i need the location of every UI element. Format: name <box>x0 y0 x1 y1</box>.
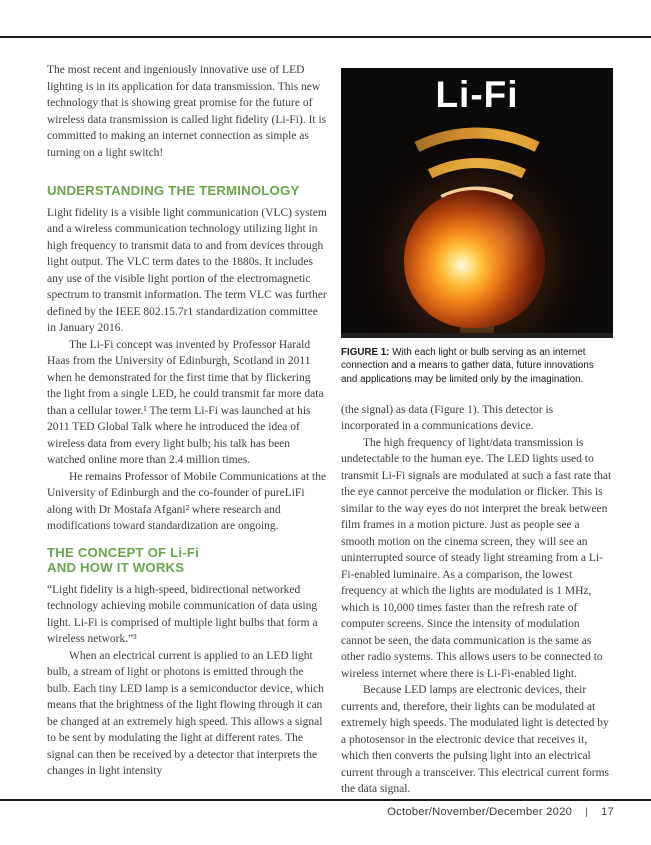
left-column <box>47 62 327 780</box>
footer-issue-date: October/November/December 2020 <box>387 806 573 818</box>
page-footer <box>387 806 614 818</box>
figure-caption <box>341 346 611 386</box>
wifi-arc-outer <box>417 133 537 147</box>
terminology-paragraph-1: Light fidelity is a visible light communication (VLC) system and a wireless communication technology utilizing light in high frequency to transmit data to and from devices through light output. The VLC term dates to the 1880s. It includes any use of the visible light portion of the electromagnetic spectrum to transmit information. The term VLC was further defined by the IEEE 802.15.7r1 standardization committee in January 2016. <box>47 206 327 334</box>
right-column <box>341 68 613 798</box>
figure-bottom-strip <box>341 333 613 338</box>
right-column-text <box>341 402 613 798</box>
figure-caption-text: With each light or bulb serving as an internet connection and a means to gather data, future innovations and applications may be limited only by the imagination. <box>341 347 594 385</box>
section-heading-terminology: UNDERSTANDING THE TERMINOLOGY <box>47 183 300 198</box>
lifi-overlay-title: Li-Fi <box>435 74 519 115</box>
concept-paragraph-2: When an electrical current is applied to an LED light bulb, a stream of light or photons is emitted through the bulb. Each tiny LED lamp is a semiconductor device, which means that the brightness of the light flowing through it can be changed at an extremely high speed. This allows a signal to be sent by modulating the light at different rates. The signal can then be received by a detector that interprets the changes in light intensity <box>47 649 324 777</box>
concept-heading-line1: THE CONCEPT OF Li-Fi <box>47 544 199 560</box>
footer-rule <box>0 799 651 801</box>
concept-heading-line2: AND HOW IT WORKS <box>47 560 185 575</box>
continuation-paragraph-1: (the signal) as data (Figure 1). This detector is incorporated in a communications device. <box>341 403 554 433</box>
wifi-arc-middle <box>430 163 524 174</box>
figure-caption-label: FIGURE 1: <box>341 347 390 358</box>
section-heading-concept <box>47 545 327 576</box>
footer-separator: | <box>585 806 589 818</box>
terminology-paragraph-3: He remains Professor of Mobile Communications at the University of Edinburgh and the co-founder of pureLiFi along with Dr Mostafa Afgani² where research and modifications toward standardization are ongoing. <box>47 470 327 532</box>
continuation-paragraph-3: Because LED lamps are electronic devices, their currents and, therefore, their lights can be modulated at extremely high speeds. The modulated light is detected by a photosensor in the electronic device that receives it, which then converts the pulsing light into an electrical current through a transceiver. This electrical current forms the data signal. <box>341 684 610 796</box>
light-bulb-image <box>404 190 545 328</box>
continuation-paragraph-2: The high frequency of light/data transmission is undetectable to the human eye. The LED lights used to transmit Li-Fi signals are modulated at such a fast rate that the eye cannot perceive the modulation or flicker. This is similar to the way eyes do not interpret the break between film frames in a motion picture. Just as people see a smooth motion on the cinema screen, they will see an uninterrupted source of steady light streaming from a Li-Fi-enabled luminaire. As a comparison, the lowest frequency at which the lights are modulated is 1 MHz, which is 10,000 times faster than the refresh rate of computer screens. Since the intensity of modulation cannot be seen, the data communication is the same as other radio systems. This allows users to be connected to wireless internet where there is Li-Fi-enabled light. <box>341 436 612 680</box>
top-rule <box>0 36 651 38</box>
concept-quote-paragraph: “Light fidelity is a high-speed, bidirectional networked technology achieving mobile communication of data using light. Li-Fi is comprised of multiple light bulbs that form a wireless network.”³ <box>47 583 318 645</box>
figure-1-image <box>341 68 613 338</box>
terminology-paragraph-2: The Li-Fi concept was invented by Professor Harald Haas from the University of Edinburgh, Scotland in 2011 when he demonstrated for the first time that by flickering the light from a single LED, he could transmit far more data than a cellular tower.¹ The term Li-Fi was launched at his 2011 TED Global Talk where he introduced the idea of wireless data from every light bulb; his talk has been watched online more than 2.4 million times. <box>47 338 324 466</box>
footer-page-number: 17 <box>601 806 614 818</box>
intro-paragraph: The most recent and ingeniously innovative use of LED lighting is in its application for data transmission. This new technology that is showing great promise for the future of wireless data transmission is called light fidelity (Li-Fi). It is committed to making an internet connection as simple as turning on a light switch! <box>47 64 327 159</box>
